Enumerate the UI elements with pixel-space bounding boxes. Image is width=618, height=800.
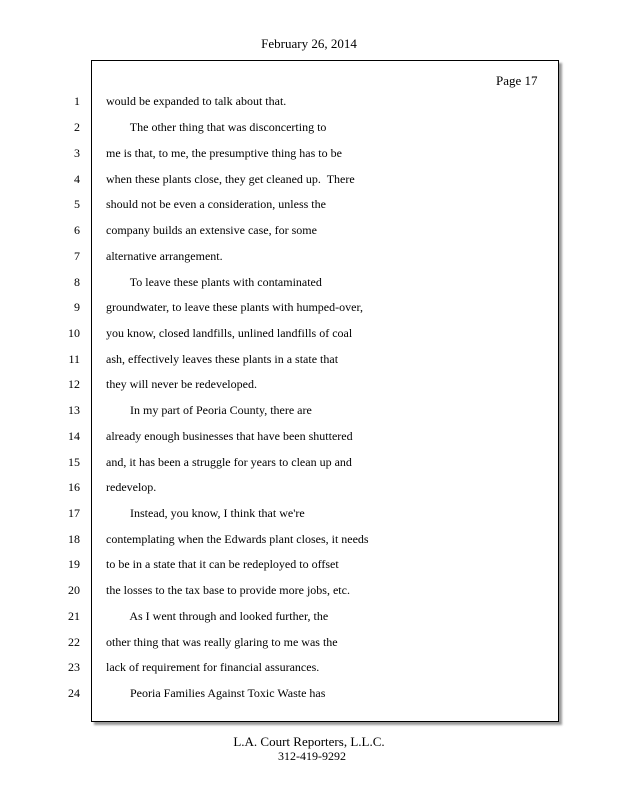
line-number: 2: [74, 120, 80, 134]
line-number: 18: [68, 532, 80, 546]
line-text: would be expanded to talk about that.: [106, 94, 287, 108]
line-number: 4: [74, 172, 80, 186]
line-text: In my part of Peoria County, there are: [106, 403, 312, 417]
line-text: contemplating when the Edwards plant closes, it needs: [106, 532, 369, 546]
line-text: when these plants close, they get cleaned up. There: [106, 172, 355, 186]
line-number: 22: [68, 635, 80, 649]
line-number: 8: [74, 275, 80, 289]
line-text: groundwater, to leave these plants with humped-over,: [106, 300, 363, 314]
line-number: 17: [68, 506, 80, 520]
line-text: and, it has been a struggle for years to clean up and: [106, 455, 352, 469]
line-number: 1: [74, 94, 80, 108]
line-text: ash, effectively leaves these plants in a state that: [106, 352, 339, 366]
line-number: 24: [68, 686, 80, 700]
line-text: The other thing that was disconcerting to: [106, 120, 327, 134]
line-number: 7: [74, 249, 80, 263]
line-number: 14: [68, 429, 80, 443]
line-text: To leave these plants with contaminated: [106, 275, 322, 289]
line-text: should not be even a consideration, unless the: [106, 197, 326, 211]
line-text: already enough businesses that have been shuttered: [106, 429, 353, 443]
footer-company: L.A. Court Reporters, L.L.C.: [233, 734, 385, 749]
line-number: 11: [68, 352, 80, 366]
line-text: they will never be redeveloped.: [106, 377, 257, 391]
header-date: February 26, 2014: [261, 36, 357, 51]
line-number: 23: [68, 660, 80, 674]
footer-phone: 312-419-9292: [278, 749, 346, 763]
line-text: me is that, to me, the presumptive thing has to be: [106, 146, 342, 160]
line-number: 9: [74, 300, 80, 314]
line-text: As I went through and looked further, the: [106, 609, 329, 623]
line-text: to be in a state that it can be redeployed to offset: [106, 557, 339, 571]
line-text: you know, closed landfills, unlined landfills of coal: [106, 326, 353, 340]
line-number: 3: [74, 146, 80, 160]
line-text: company builds an extensive case, for some: [106, 223, 317, 237]
line-number: 10: [68, 326, 80, 340]
line-number: 16: [68, 480, 80, 494]
page-number: Page 17: [496, 73, 538, 88]
line-text: the losses to the tax base to provide more jobs, etc.: [106, 583, 350, 597]
line-number: 13: [68, 403, 80, 417]
line-number: 6: [74, 223, 80, 237]
line-text: lack of requirement for financial assurances.: [106, 660, 320, 674]
line-text: other thing that was really glaring to me was the: [106, 635, 338, 649]
line-number: 15: [68, 455, 80, 469]
line-text: Instead, you know, I think that we're: [106, 506, 305, 520]
line-text: redevelop.: [106, 480, 157, 494]
line-text: alternative arrangement.: [106, 249, 223, 263]
line-number: 19: [68, 557, 80, 571]
line-text: Peoria Families Against Toxic Waste has: [106, 686, 326, 700]
line-number: 12: [68, 377, 80, 391]
line-number: 21: [68, 609, 80, 623]
line-number: 20: [68, 583, 80, 597]
line-number: 5: [74, 197, 80, 211]
